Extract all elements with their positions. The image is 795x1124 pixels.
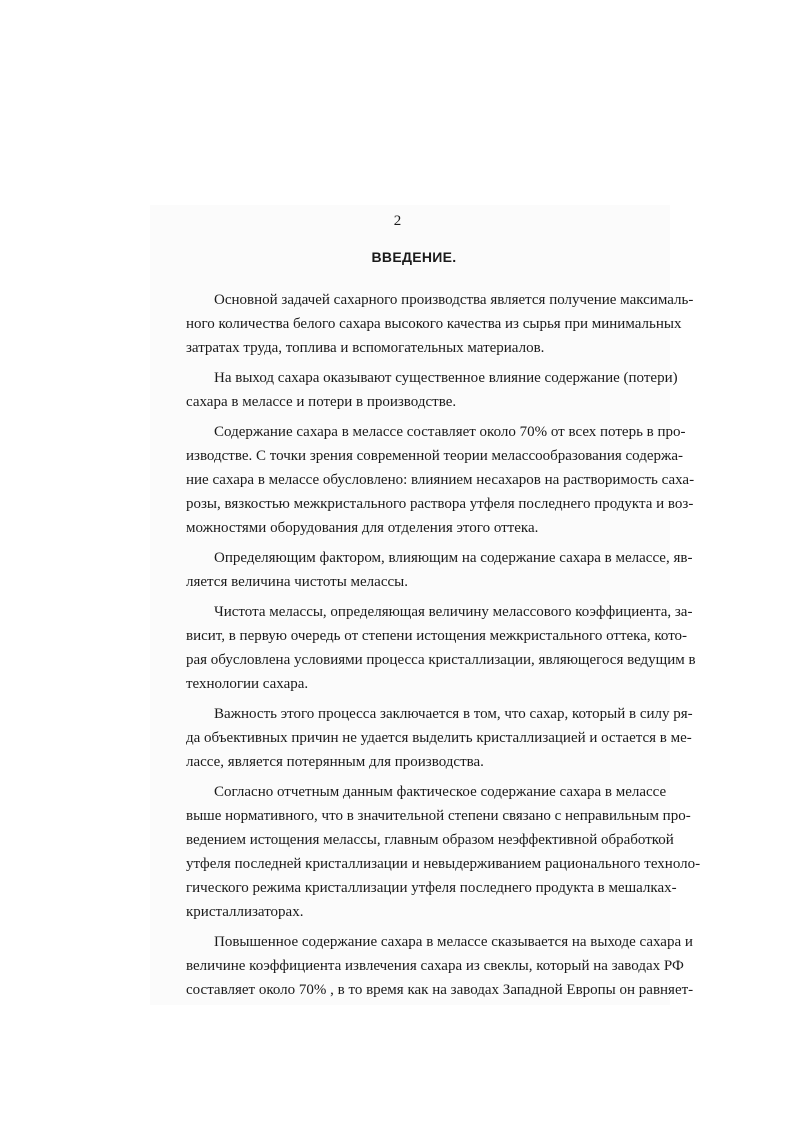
- paragraph: [186, 366, 678, 414]
- text-line: можностями оборудования для отделения этого оттека.: [186, 520, 539, 536]
- paragraph: [186, 600, 696, 696]
- text-line: ведением истощения мелассы, главным образом неэффективной обработкой: [186, 832, 674, 848]
- text-line: Чистота мелассы, определяющая величину мелассового коэффициента, за-: [214, 604, 693, 620]
- text-line: висит, в первую очередь от степени истощения межкристального оттека, кото-: [186, 628, 688, 644]
- text-line: утфеля последней кристаллизации и невыдерживанием рационального техноло-: [186, 856, 701, 872]
- text-line: гического режима кристаллизации утфеля последнего продукта в мешалках-: [186, 880, 677, 896]
- text-line: величине коэффициента извлечения сахара из свеклы, который на заводах РФ: [186, 958, 684, 974]
- text-line: затратах труда, топлива и вспомогательных материалов.: [186, 340, 545, 356]
- text-line: составляет около 70% , в то время как на заводах Западной Европы он равняет-: [186, 982, 694, 998]
- text-line: ного количества белого сахара высокого качества из сырья при минимальных: [186, 316, 682, 332]
- paragraph: [186, 546, 693, 594]
- text-line: Согласно отчетным данным фактическое содержание сахара в мелассе: [214, 784, 667, 800]
- paragraph: [186, 780, 701, 924]
- paragraph: [186, 288, 694, 360]
- text-line: Повышенное содержание сахара в мелассе сказывается на выходе сахара и: [214, 934, 693, 950]
- text-line: Важность этого процесса заключается в том, что сахар, который в силу ря-: [214, 706, 693, 722]
- text-line: розы, вязкостью межкристального раствора утфеля последнего продукта и воз-: [186, 496, 694, 512]
- text-line: да объективных причин не удается выделить кристаллизацией и остается в ме-: [186, 730, 692, 746]
- text-line: Определяющим фактором, влияющим на содержание сахара в мелассе, яв-: [214, 550, 693, 566]
- paragraph: [186, 930, 694, 1002]
- text-line: Содержание сахара в мелассе составляет около 70% от всех потерь в про-: [214, 424, 686, 440]
- text-line: рая обусловлена условиями процесса кристаллизации, являющегося ведущим в: [186, 652, 696, 668]
- paragraph: [186, 702, 693, 774]
- text-line: ние сахара в мелассе обусловлено: влиянием несахаров на растворимость саха-: [186, 472, 695, 488]
- text-line: ляется величина чистоты мелассы.: [186, 574, 408, 590]
- text-line: Основной задачей сахарного производства является получение максималь-: [214, 292, 694, 308]
- text-line: кристаллизаторах.: [186, 904, 304, 920]
- body-text: [186, 288, 701, 1008]
- text-line: На выход сахара оказывают существенное влияние содержание (потери): [214, 370, 678, 386]
- text-line: лассе, является потерянным для производства.: [186, 754, 484, 770]
- text-line: изводстве. С точки зрения современной теории мелассообразования содержа-: [186, 448, 684, 464]
- text-line: сахара в мелассе и потери в производстве.: [186, 394, 457, 410]
- paragraph: [186, 420, 695, 540]
- text-line: технологии сахара.: [186, 676, 309, 692]
- text-line: выше нормативного, что в значительной степени связано с неправильным про-: [186, 808, 691, 824]
- page-number: 2: [393, 213, 402, 229]
- section-heading: ВВЕДЕНИЕ.: [371, 249, 457, 265]
